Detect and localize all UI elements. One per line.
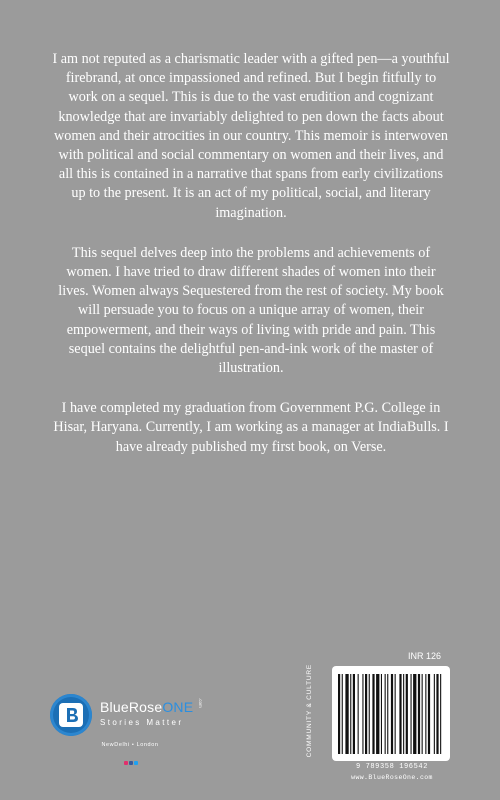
- barcode-bar: [362, 674, 363, 754]
- instagram-icon: [124, 761, 128, 765]
- bluerose-logo-icon: [50, 694, 92, 736]
- barcode-bar: [342, 674, 343, 754]
- facebook-icon: [129, 761, 133, 765]
- publisher-name: BlueRoseONE: [100, 699, 194, 715]
- publisher-logo: [50, 694, 210, 766]
- barcode-bar: [338, 674, 340, 754]
- price-label: INR 126: [408, 651, 442, 661]
- publisher-dotcom: .com: [198, 698, 203, 708]
- barcode-bar: [434, 674, 435, 754]
- isbn-barcode: [332, 666, 450, 761]
- barcode-bar: [440, 674, 441, 754]
- barcode-bar: [425, 674, 426, 754]
- publisher-tagline: Stories Matter: [100, 718, 184, 727]
- isbn-number: 9 789358 196542: [355, 763, 428, 771]
- barcode-bar: [372, 674, 374, 754]
- barcode-bar: [381, 674, 382, 754]
- barcode-bar: [391, 674, 393, 754]
- barcode-bar: [403, 674, 404, 754]
- publisher-website: www.BlueRoseOne.com: [351, 774, 433, 781]
- barcode-bar: [411, 674, 412, 754]
- barcode-bar: [395, 674, 396, 754]
- barcode-bar: [376, 674, 379, 754]
- barcode-bar: [436, 674, 438, 754]
- blurb-paragraph-2: This sequel delves deep into the problems and achievements of women. I have tried to draw different shades of women into their lives. Women always Sequestered from the rest of society. My book will persuade you to focus on a unique array of women, their empowerment, and their ways of living with pride and pain. This sequel contains the delightful pen-and-ink work of the master of illustration.: [58, 244, 444, 377]
- barcode-bar: [353, 674, 355, 754]
- twitter-icon: [134, 761, 138, 765]
- barcode-bar: [428, 674, 430, 754]
- barcode-bar: [385, 674, 386, 754]
- back-cover-blurb: [52, 50, 450, 478]
- barcode-bar: [345, 674, 348, 754]
- barcode-bar: [387, 674, 388, 754]
- barcode-bar: [369, 674, 370, 754]
- barcode-bar: [365, 674, 367, 754]
- barcode-bar: [422, 674, 423, 754]
- social-icons: [124, 753, 138, 771]
- blurb-paragraph-3: I have completed my graduation from Government P.G. College in Hisar, Haryana. Currently, I am working as a manager at IndiaBulls. I have already published my first book, on Verse.: [53, 400, 449, 455]
- publisher-cities: NewDelhi • London: [101, 742, 159, 748]
- barcode-bar: [413, 674, 416, 754]
- genre-label: COMMUNITY & CULTURE: [306, 664, 313, 758]
- barcode-bar: [358, 674, 359, 754]
- barcode-bar: [406, 674, 408, 754]
- barcode-bar: [418, 674, 420, 754]
- barcode-bar: [399, 674, 401, 754]
- barcode-bar: [350, 674, 351, 754]
- blurb-paragraph-1: I am not reputed as a charismatic leader with a gifted pen—a youthful firebrand, at once impassioned and refined. But I begin fitfully to work on a sequel. This is due to the vast erudition and cognizant knowledge that are invariably delighted to pen down the facts about women and their atrocities in our country. This memoir is interwoven with political and social commentary on women and their lives, and all this is contained in a narrative that spans from early civilizations up to the present. It is an act of my political, social, and literary imagination.: [52, 51, 450, 221]
